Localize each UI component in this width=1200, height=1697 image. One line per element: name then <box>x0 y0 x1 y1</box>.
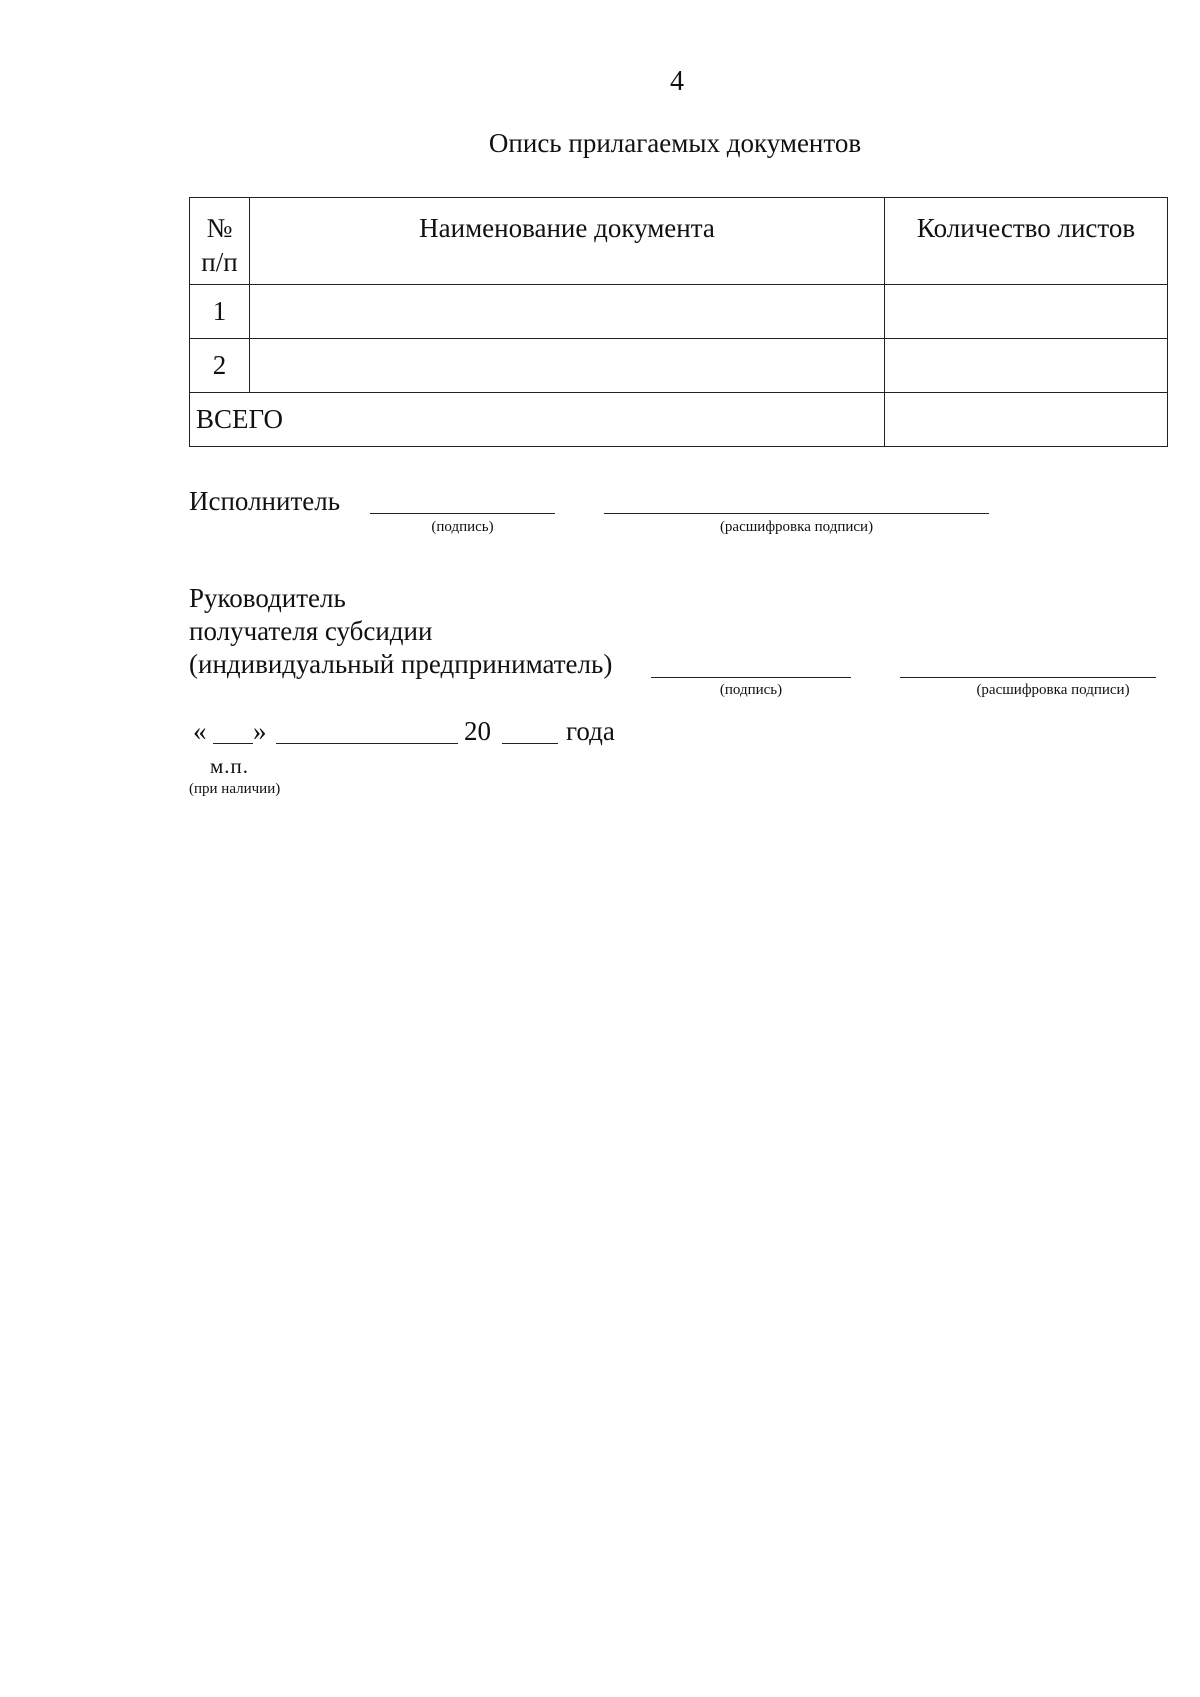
executor-signature-line[interactable] <box>370 513 555 514</box>
header-number-abbr: п/п <box>201 246 238 277</box>
row-sheet-count[interactable] <box>885 339 1168 393</box>
head-name-caption: (расшифровка подписи) <box>976 682 1130 698</box>
header-sheet-count: Количество листов <box>885 198 1168 285</box>
head-label-line3: (индивидуальный предприниматель) <box>189 649 613 679</box>
date-year-suffix: года <box>566 716 615 746</box>
executor-label: Исполнитель <box>189 486 341 516</box>
date-year-line[interactable] <box>502 743 558 744</box>
table-row <box>190 285 1168 339</box>
table-row <box>190 339 1168 393</box>
head-signature-caption: (подпись) <box>719 682 783 698</box>
row-document-name[interactable] <box>250 339 885 393</box>
total-label: ВСЕГО <box>190 393 885 447</box>
date-year-prefix: 20 <box>464 716 491 746</box>
header-number <box>190 198 250 285</box>
table-header-row <box>190 198 1168 285</box>
stamp-label: м.п. <box>210 754 250 778</box>
head-label-line2: получателя субсидии <box>189 616 433 646</box>
header-number-symbol: № <box>206 213 233 243</box>
head-signature-line[interactable] <box>651 677 851 678</box>
total-sheet-count[interactable] <box>885 393 1168 447</box>
row-number: 2 <box>190 339 250 393</box>
stamp-note: (при наличии) <box>189 781 281 797</box>
row-number: 1 <box>190 285 250 339</box>
documents-table <box>189 197 1168 447</box>
row-sheet-count[interactable] <box>885 285 1168 339</box>
page-number: 4 <box>670 66 684 97</box>
row-document-name[interactable] <box>250 285 885 339</box>
head-label-line1: Руководитель <box>189 583 346 613</box>
date-day-line[interactable] <box>213 743 253 744</box>
executor-name-line[interactable] <box>604 513 989 514</box>
executor-name-caption: (расшифровка подписи) <box>719 519 874 535</box>
executor-signature-caption: (подпись) <box>431 519 494 535</box>
header-document-name: Наименование документа <box>250 198 885 285</box>
date-open-quote: « <box>193 716 207 746</box>
date-month-line[interactable] <box>276 743 458 744</box>
head-name-line[interactable] <box>900 677 1156 678</box>
date-close-quote: » <box>253 716 267 746</box>
table-total-row <box>190 393 1168 447</box>
document-title: Опись прилагаемых документов <box>488 128 862 158</box>
